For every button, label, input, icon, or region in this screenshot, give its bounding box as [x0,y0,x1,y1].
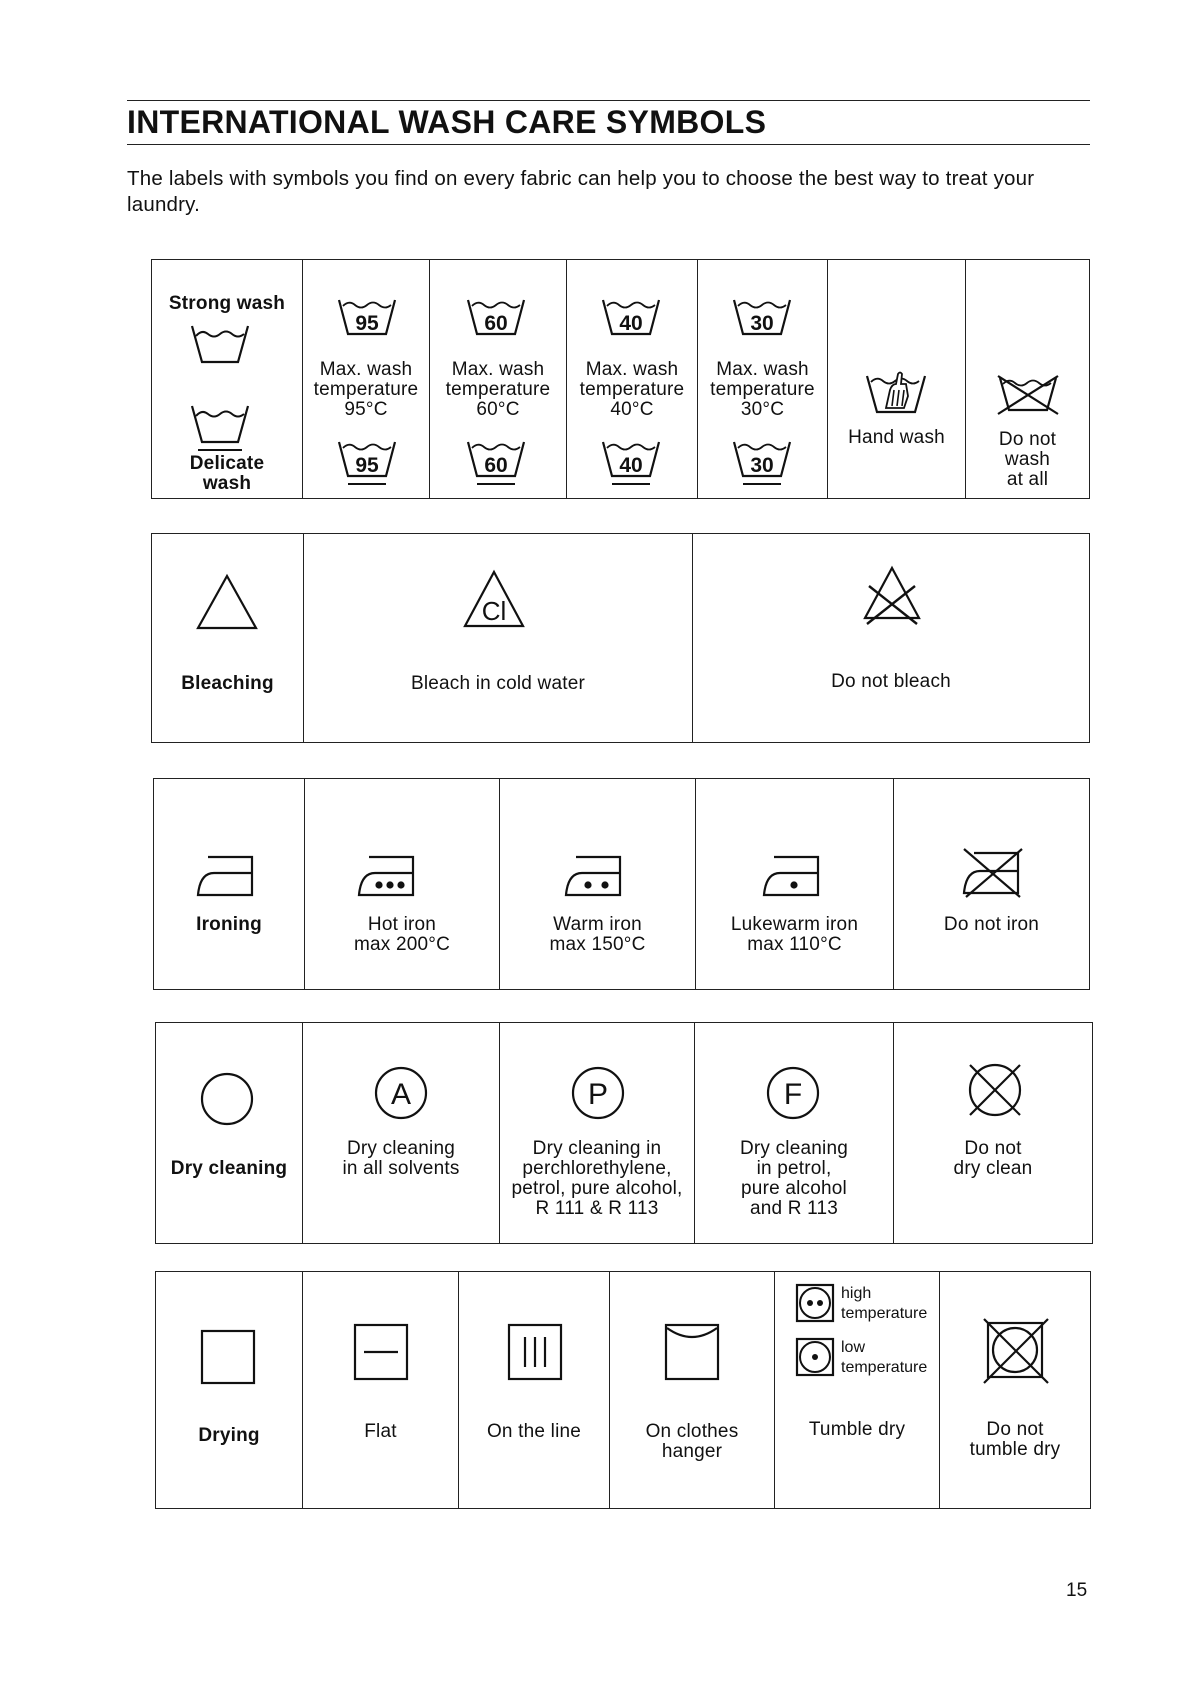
wash-95-temp: 95 [355,312,379,335]
wash-30-temp: 30 [750,312,774,335]
bleach-cl-icon [462,568,526,630]
dry-clean-a-icon [373,1065,429,1121]
dry-hanger-cell [609,1272,774,1508]
wash-40-delicate-temp: 40 [619,454,643,477]
hand-wash-label: Hand wash [848,427,945,448]
washing-category-cell [152,260,302,498]
dry-hanger-label: On clothes hanger [645,1421,739,1462]
page-title: INTERNATIONAL WASH CARE SYMBOLS [127,104,767,140]
ironing-category-cell [154,779,304,989]
bleaching-category-cell [152,534,303,742]
page-number: 15 [1066,1580,1088,1601]
warm-iron-icon [562,847,626,899]
strong-wash-tub-icon [188,322,252,366]
do-not-bleach-cell [692,534,1089,742]
dry-clean-p-cell [499,1023,694,1243]
tumble-high-icon [795,1282,835,1324]
do-not-wash-icon [994,368,1062,416]
bleach-cl-text: Cl [481,596,507,626]
wash-60-icon [465,296,527,338]
do-not-tumble-icon [982,1316,1050,1386]
wash-95-icon [336,296,398,338]
tumble-low-icon [795,1336,835,1378]
hand-wash-cell [827,260,965,498]
tumble-low-label: low temperature [841,1339,928,1376]
bleach-cold-label: Bleach in cold water [410,673,586,694]
tumble-dry-label: Tumble dry [808,1419,906,1440]
do-not-dry-clean-label: Do not dry clean [953,1138,1033,1179]
top-rule [127,100,1090,101]
dry-hanger-icon [663,1322,721,1382]
iron-icon [194,847,258,899]
do-not-dry-clean-cell [893,1023,1092,1243]
ironing-panel [153,778,1090,990]
do-not-iron-cell [893,779,1089,989]
dry-clean-f-label: Dry cleaning in petrol, pure alcohol and R 113 [739,1138,848,1219]
delicate-wash-label: Delicate wash [189,453,265,494]
wash-60-delicate-icon [465,438,527,488]
wash-30-delicate-temp: 30 [750,454,774,477]
dry-clean-f-icon [765,1065,821,1121]
wash-60-cell [429,260,566,498]
dry-clean-p-icon [570,1065,626,1121]
hand-wash-icon [864,368,928,416]
dry-flat-label: Flat [364,1421,397,1442]
wash-95-delicate-temp: 95 [355,454,379,477]
bleaching-panel [151,533,1090,743]
bleach-triangle-icon [194,572,260,632]
bleaching-label: Bleaching [181,673,274,694]
title-underline [127,144,1090,145]
do-not-tumble-label: Do not tumble dry [969,1419,1061,1460]
wash-30-caption: Max. wash temperature 30°C [710,359,815,420]
lukewarm-iron-icon [760,847,824,899]
washing-panel [151,259,1090,499]
wash-30-cell [697,260,827,498]
do-not-tumble-cell [939,1272,1090,1508]
do-not-wash-cell [965,260,1089,498]
wash-60-caption: Max. wash temperature 60°C [445,359,551,420]
tumble-high-label: high temperature [841,1285,928,1322]
wash-40-cell [566,260,697,498]
do-not-dry-clean-icon [964,1059,1026,1121]
dry-cleaning-category-cell [156,1023,302,1243]
dry-line-icon [506,1322,564,1382]
wash-40-temp: 40 [619,312,643,335]
wash-40-caption: Max. wash temperature 40°C [579,359,685,420]
lukewarm-iron-cell [695,779,893,989]
drying-label: Drying [198,1425,260,1446]
warm-iron-label: Warm iron max 150°C [549,914,646,955]
wash-60-temp: 60 [484,312,508,335]
dry-cleaning-panel [155,1022,1093,1244]
dry-clean-a-letter: A [390,1078,412,1111]
drying-panel [155,1271,1091,1509]
hot-iron-label: Hot iron max 200°C [354,914,450,955]
drying-square-icon [199,1328,257,1386]
do-not-wash-label: Do not wash at all [998,429,1057,490]
do-not-bleach-icon [857,562,927,628]
wash-30-delicate-icon [731,438,793,488]
wash-95-cell [302,260,429,498]
dry-clean-circle-icon [199,1071,255,1127]
intro-paragraph: The labels with symbols you find on every fabric can help you to choose the best way to treat your laundry. [127,167,1035,216]
drying-category-cell [156,1272,302,1508]
hot-iron-icon [355,847,419,899]
dry-line-cell [458,1272,609,1508]
dry-flat-icon [352,1322,410,1382]
dry-cleaning-label: Dry cleaning [170,1158,288,1179]
lukewarm-iron-label: Lukewarm iron max 110°C [730,914,859,955]
wash-95-caption: Max. wash temperature 95°C [313,359,419,420]
ironing-label: Ironing [196,914,262,935]
do-not-bleach-label: Do not bleach [831,671,951,692]
tumble-dry-cell [774,1272,939,1508]
wash-40-icon [600,296,662,338]
warm-iron-cell [499,779,695,989]
dry-clean-p-letter: P [587,1078,609,1111]
dry-clean-f-cell [694,1023,893,1243]
do-not-iron-icon [958,841,1026,899]
dry-flat-cell [302,1272,458,1508]
wash-40-delicate-icon [600,438,662,488]
do-not-iron-label: Do not iron [943,914,1040,935]
dry-clean-p-label: Dry cleaning in perchlorethylene, petrol, pure alcohol, R 111 & R 113 [511,1138,683,1219]
strong-wash-label: Strong wash [168,293,286,314]
wash-60-delicate-temp: 60 [484,454,508,477]
dry-clean-a-label: Dry cleaning in all solvents [342,1138,460,1179]
dry-clean-f-letter: F [783,1078,803,1111]
dry-line-label: On the line [486,1421,582,1442]
hot-iron-cell [304,779,499,989]
delicate-wash-tub-icon [188,402,252,454]
bleach-cold-cell [303,534,692,742]
wash-95-delicate-icon [336,438,398,488]
wash-30-icon [731,296,793,338]
dry-clean-a-cell [302,1023,499,1243]
